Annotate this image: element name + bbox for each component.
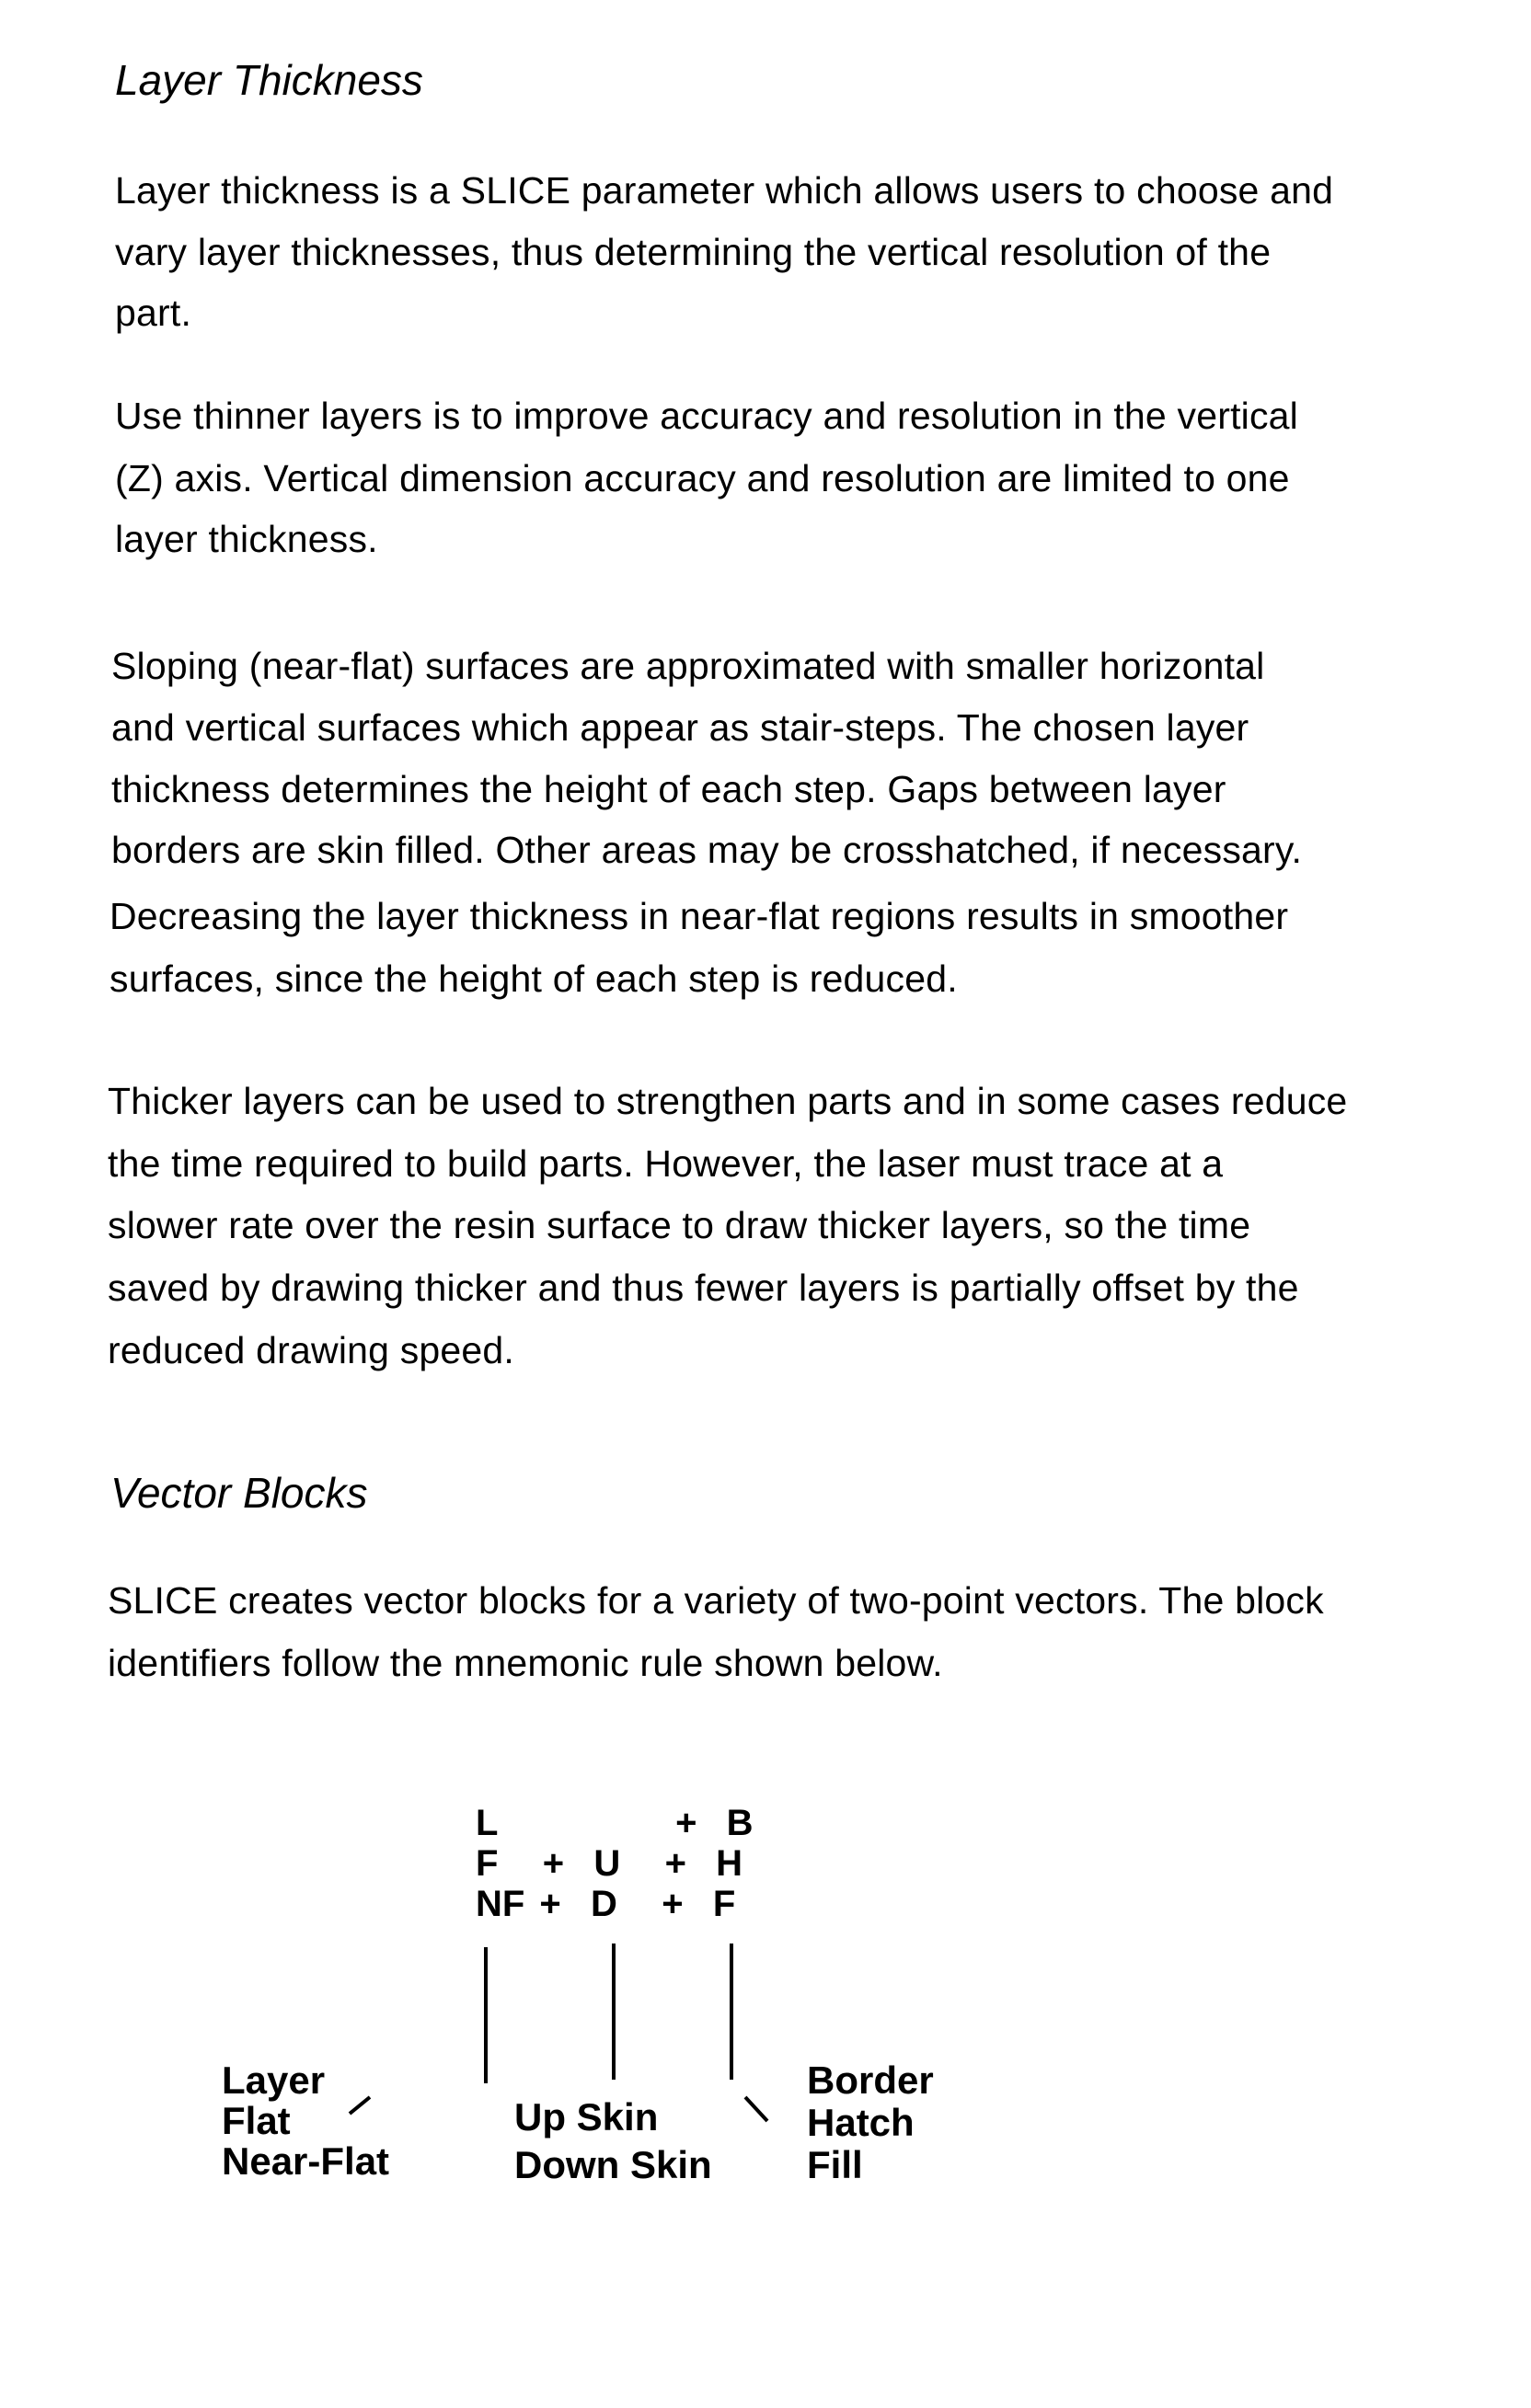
- text-line: (Z) axis. Vertical dimension accuracy and resolution are limited to one: [115, 457, 1290, 500]
- code-row-near-flat: NF + D + F: [476, 1884, 735, 1924]
- code-row-layer: L + B: [476, 1803, 754, 1843]
- text-line: Thicker layers can be used to strengthen parts and in some cases reduce: [108, 1080, 1347, 1123]
- label-border: Border: [807, 2060, 934, 2101]
- text-line: the time required to build parts. However, the laser must trace at a: [108, 1142, 1223, 1186]
- text-line: Layer thickness is a SLICE parameter which allows users to choose and: [115, 169, 1333, 212]
- text-line: Use thinner layers is to improve accuracy and resolution in the vertical: [115, 395, 1298, 438]
- text-line: vary layer thicknesses, thus determining the vertical resolution of the: [115, 231, 1271, 274]
- text-line: identifiers follow the mnemonic rule shown below.: [108, 1642, 943, 1685]
- text-line: layer thickness.: [115, 518, 378, 561]
- text-line: thickness determines the height of each step. Gaps between layer: [111, 768, 1226, 811]
- label-up-skin: Up Skin: [514, 2097, 658, 2138]
- label-flat: Flat: [222, 2101, 291, 2141]
- connector-ticks: [0, 0, 1531, 2408]
- label-fill: Fill: [807, 2145, 863, 2185]
- text-line: borders are skin filled. Other areas may be crosshatched, if necessary.: [111, 829, 1302, 872]
- code-row-flat: F + U + H: [476, 1843, 742, 1884]
- text-line: part.: [115, 292, 191, 335]
- text-line: surfaces, since the height of each step is reduced.: [109, 957, 958, 1001]
- heading-vector-blocks: Vector Blocks: [110, 1468, 368, 1518]
- label-near-flat: Near-Flat: [222, 2141, 389, 2182]
- text-line: reduced drawing speed.: [108, 1329, 514, 1372]
- text-line: SLICE creates vector blocks for a variety of two-point vectors. The block: [108, 1579, 1324, 1623]
- text-line: Decreasing the layer thickness in near-flat regions results in smoother: [109, 895, 1288, 938]
- heading-layer-thickness: Layer Thickness: [115, 55, 423, 105]
- label-hatch: Hatch: [807, 2103, 915, 2143]
- text-line: saved by drawing thicker and thus fewer layers is partially offset by the: [108, 1267, 1299, 1310]
- label-down-skin: Down Skin: [514, 2145, 712, 2185]
- text-line: slower rate over the resin surface to draw thicker layers, so the time: [108, 1204, 1250, 1247]
- label-layer: Layer: [222, 2060, 325, 2101]
- text-line: Sloping (near-flat) surfaces are approximated with smaller horizontal: [111, 645, 1264, 688]
- text-line: and vertical surfaces which appear as stair-steps. The chosen layer: [111, 706, 1249, 750]
